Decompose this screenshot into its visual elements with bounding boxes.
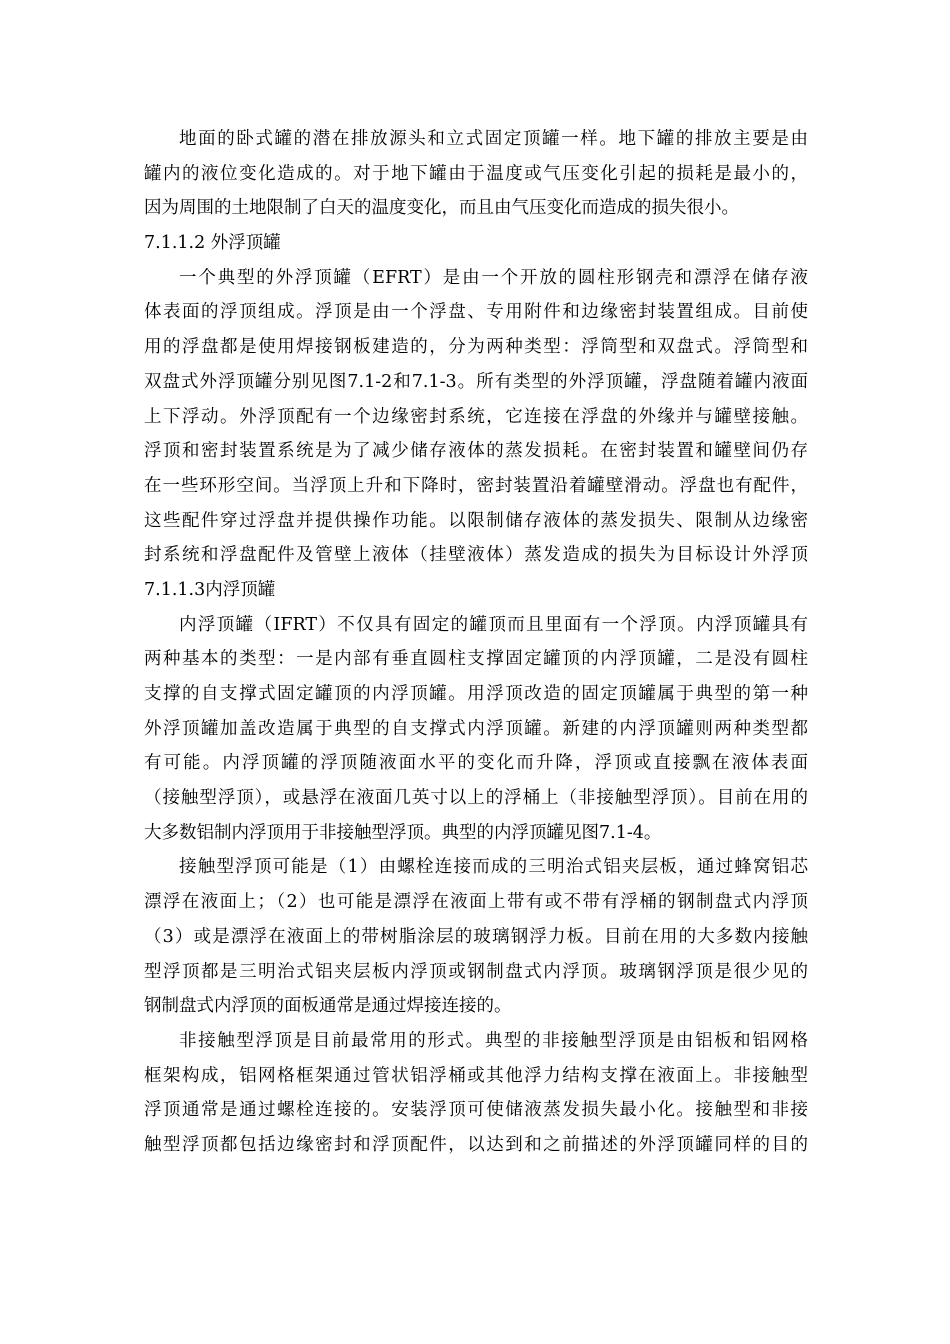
text-line: 漂浮在液面上；（2）也可能是漂浮在液面上带有或不带有浮桶的钢制盘式内浮顶	[144, 892, 808, 913]
text-line: 罐内的液位变化造成的。对于地下罐由于温度或气压变化引起的损耗是最小的，	[144, 163, 808, 184]
text-line: 内浮顶罐（IFRT）不仅具有固定的罐顶而且里面有一个浮顶。内浮顶罐具有	[179, 614, 808, 635]
text-line: 触型浮顶都包括边缘密封和浮顶配件，以达到和之前描述的外浮顶罐同样的目的	[144, 1134, 808, 1155]
text-line: 一个典型的外浮顶罐（EFRT）是由一个开放的圆柱形钢壳和漂浮在储存液	[179, 267, 808, 288]
text-line: 框架构成，铝网格框架通过管状铝浮桶或其他浮力结构支撑在液面上。非接触型	[144, 1065, 808, 1086]
text-line: 有可能。内浮顶罐的浮顶随液面水平的变化而升降，浮顶或直接飘在液体表面	[144, 753, 808, 774]
section-heading: 7.1.1.3内浮顶罐	[144, 579, 276, 600]
text-line: 用的浮盘都是使用焊接钢板建造的，分为两种类型：浮筒型和双盘式。浮筒型和	[144, 337, 808, 358]
text-line: 钢制盘式内浮顶的面板通常是通过焊接连接的。	[144, 996, 512, 1017]
document-body	[144, 122, 808, 1163]
text-line: 这些配件穿过浮盘并提供操作功能。以限制储存液体的蒸发损失、限制从边缘密	[144, 510, 808, 531]
text-line: 浮顶通常是通过螺栓连接的。安装浮顶可使储液蒸发损失最小化。接触型和非接	[144, 1100, 808, 1121]
text-line: 大多数铝制内浮顶用于非接触型浮顶。典型的内浮顶罐见图7.1-4。	[144, 822, 662, 843]
text-line: 双盘式外浮顶罐分别见图7.1-2和7.1-3。所有类型的外浮顶罐，浮盘随着罐内液面	[144, 371, 808, 392]
text-line: 型浮顶都是三明治式铝夹层板内浮顶或钢制盘式内浮顶。玻璃钢浮顶是很少见的	[144, 961, 808, 982]
text-line: 在一些环形空间。当浮顶上升和下降时，密封装置沿着罐壁滑动。浮盘也有配件，	[144, 475, 808, 496]
text-line: 支撑的自支撑式固定罐顶的内浮顶罐。用浮顶改造的固定顶罐属于典型的第一种	[144, 684, 808, 704]
text-line: 因为周围的土地限制了白天的温度变化，而且由气压变化而造成的损失很小。	[144, 198, 739, 219]
text-line: 浮顶和密封装置系统是为了减少储存液体的蒸发损耗。在密封装置和罐壁间仍存	[144, 441, 808, 462]
text-line: 非接触型浮顶是目前最常用的形式。典型的非接触型浮顶是由铝板和铝网格	[179, 1030, 808, 1051]
text-line: 体表面的浮顶组成。浮顶是由一个浮盘、专用附件和边缘密封装置组成。目前使	[144, 302, 808, 323]
text-line: 上下浮动。外浮顶配有一个边缘密封系统，它连接在浮盘的外缘并与罐壁接触。	[144, 406, 808, 427]
text-line: 两种基本的类型：一是内部有垂直圆柱支撑固定罐顶的内浮顶罐，二是没有圆柱	[144, 649, 808, 670]
text-line: 地面的卧式罐的潜在排放源头和立式固定顶罐一样。地下罐的排放主要是由	[179, 129, 808, 149]
text-line: （3）或是漂浮在液面上的带树脂涂层的玻璃钢浮力板。目前在用的大多数内接触	[144, 926, 808, 947]
text-line: 封系统和浮盘配件及管壁上液体（挂壁液体）蒸发造成的损失为目标设计外浮顶	[144, 545, 808, 566]
section-heading: 7.1.1.2 外浮顶罐	[144, 233, 281, 254]
text-line: 接触型浮顶可能是（1）由螺栓连接而成的三明治式铝夹层板，通过蜂窝铝芯	[179, 857, 808, 878]
text-line: （接触型浮顶），或悬浮在液面几英寸以上的浮桶上（非接触型浮顶）。目前在用的	[144, 788, 808, 809]
text-line: 外浮顶罐加盖改造属于典型的自支撑式内浮顶罐。新建的内浮顶罐则两种类型都	[144, 718, 808, 739]
